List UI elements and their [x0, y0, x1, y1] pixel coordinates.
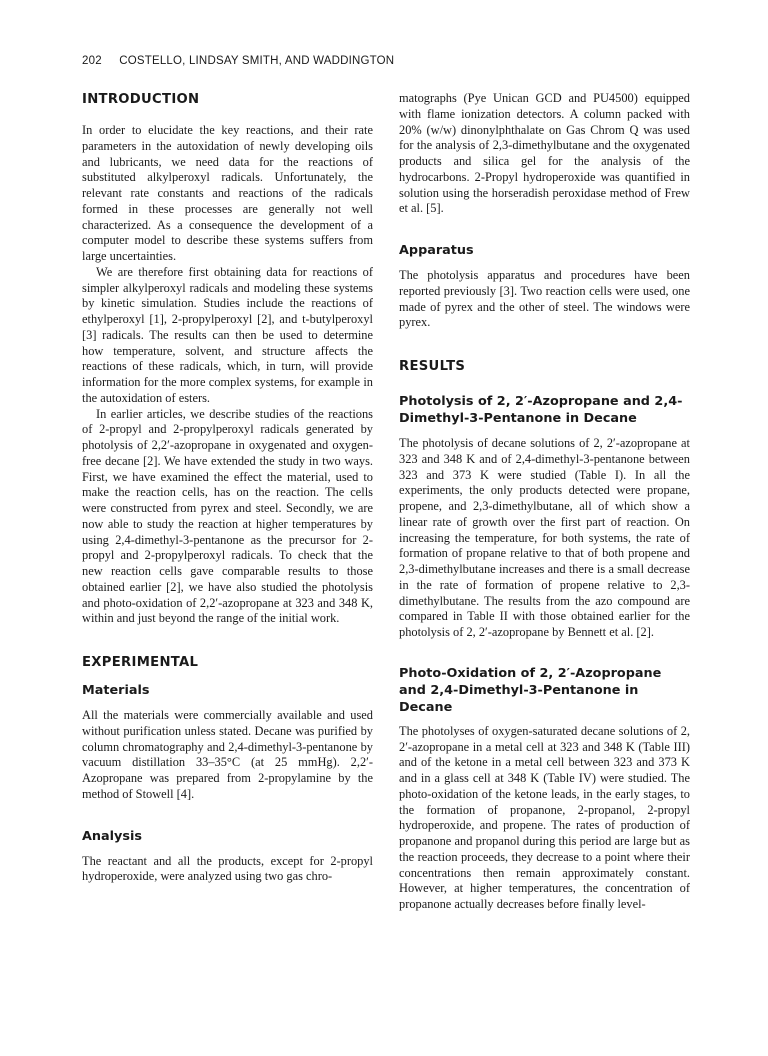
page-number: 202	[82, 55, 102, 67]
introduction-paragraph-3: In earlier articles, we describe studies of the reactions of 2-propyl and 2-propylperoxyl radicals generated by photolysis of 2,2′-azopropane in oxygenated and oxygen-free decane [2]. We have extended the study in two ways. First, we have examined the effect the material, used to make the reaction cells, has on the reaction. The cells were constructed from pyrex and steel. Secondly, we are now able to study the reaction at higher temperatures by using 2,4-dimethyl-3-pentanone as the precursor for 2-propyl and 2-propylperoxyl radicals. To check that the new reaction cells gave comparable results to those obtained earlier [2], we have also studied the photolysis and photo-oxidation of 2,2′-azopropane at 323 and 348 K, within and just beyond the range of the initial work.	[82, 406, 373, 626]
analysis-paragraph: The reactant and all the products, except for 2-propyl hydroperoxide, were analyzed using two gas chro-	[82, 853, 373, 884]
photolysis-paragraph: The photolysis of decane solutions of 2, 2′-azopropane at 323 and 348 K and of 2,4-dimethyl-3-pentanone between 323 and 373 K were studied (Table I). In all the experiments, the only products detected were propane, propene, and 2,3-dimethylbutane, all of which show a linear rate of growth over the first part of reaction. On increasing the temperature, for both systems, the rate of formation of propane relative to that of both propene and 2,3-dimethylbutane increases and there is a small decrease in the rate of formation of propene relative to 2,3-dimethylbutane. The results from the azo compound are compared in Table II with those obtained earlier for the photolysis of 2, 2′-azopropane by Bennett et al. [2].	[399, 436, 690, 639]
materials-heading: Materials	[82, 683, 150, 698]
apparatus-paragraph: The photolysis apparatus and procedures have been reported previously [3]. Two reaction cells were used, one made of pyrex and the other of steel. The windows were pyrex.	[399, 268, 690, 330]
results-heading: RESULTS	[399, 359, 466, 374]
introduction-heading: INTRODUCTION	[82, 92, 200, 107]
analysis-heading: Analysis	[82, 828, 142, 844]
photolysis-heading: Photolysis of 2, 2′-Azopropane and 2,4-Dimethyl-3-Pentanone in Decane	[399, 394, 683, 426]
introduction-paragraph-1: In order to elucidate the key reactions, and their rate parameters in the autoxidation of newly developing oils and lubricants, we need data for the reactions of substituted alkylperoxyl radicals. Unfortunately, the relevant rate constants and reactions of the radicals formed in these processes are generally not well characterized. As a consequence the development of a computer model to describe these systems suffers from large uncertainties.	[82, 123, 373, 263]
experimental-heading: EXPERIMENTAL	[82, 655, 199, 670]
right-column	[399, 91, 690, 913]
analysis-paragraph-continued: matographs (Pye Unican GCD and PU4500) equipped with flame ionization detectors. A column packed with 20% (w/w) dinonylphthalate on Gas Chrom Q was used for the analysis of 2,3-dimethylbutane and the oxygenated products and silica gel for the analysis of the hydrocarbons. 2-Propyl hydroperoxide was quantified in solution using the horseradish peroxidase method of Frew et al. [5].	[399, 91, 690, 216]
apparatus-heading: Apparatus	[399, 243, 474, 258]
running-header	[82, 55, 394, 67]
photooxidation-paragraph: The photolyses of oxygen-saturated decane solutions of 2, 2′-azopropane in a metal cell at 323 and 348 K (Table III) and of the ketone in a metal cell between 323 and 373 K and in a glass cell at 348 K (Table IV) were studied. The photo-oxidation of the ketone leads, in the early stages, to the formation of propanone, 2-propanol, 2-propyl hydroperoxide, and propene. The rates of production of propanone and propanol during this period are large but as the reaction proceeds, they decrease to a point where their concentrations then remain approximately constant. However, at higher temperatures, the concentration of propanone actually decreases before finally level-	[399, 723, 690, 911]
materials-paragraph: All the materials were commercially available and used without purification unless stated. Decane was purified by column chromatography and 2,4-dimethyl-3-pentanone by vacuum distillation 33–35°C (at 25 mmHg). 2,2′-Azopropane was prepared from 2-propylamine by the method of Stowell [4].	[82, 708, 373, 801]
introduction-paragraph-2: We are therefore first obtaining data for reactions of simpler alkylperoxyl radicals and modeling these systems by kinetic simulation. Studies include the reactions of ethylperoxyl [1], 2-propylperoxyl [2], and t-butylperoxyl [3] radicals. The results can then be used to determine how temperature, solvent, and structure affects the reactions of these radicals, which, in turn, will provide information for the more complex systems, for example in the autoxidation of esters.	[82, 264, 373, 405]
left-column	[82, 91, 373, 885]
running-title: COSTELLO, LINDSAY SMITH, AND WADDINGTON	[119, 55, 395, 67]
photooxidation-heading: Photo-Oxidation of 2, 2′-Azopropane and 2,4-Dimethyl-3-Pentanone in Decane	[399, 665, 662, 715]
